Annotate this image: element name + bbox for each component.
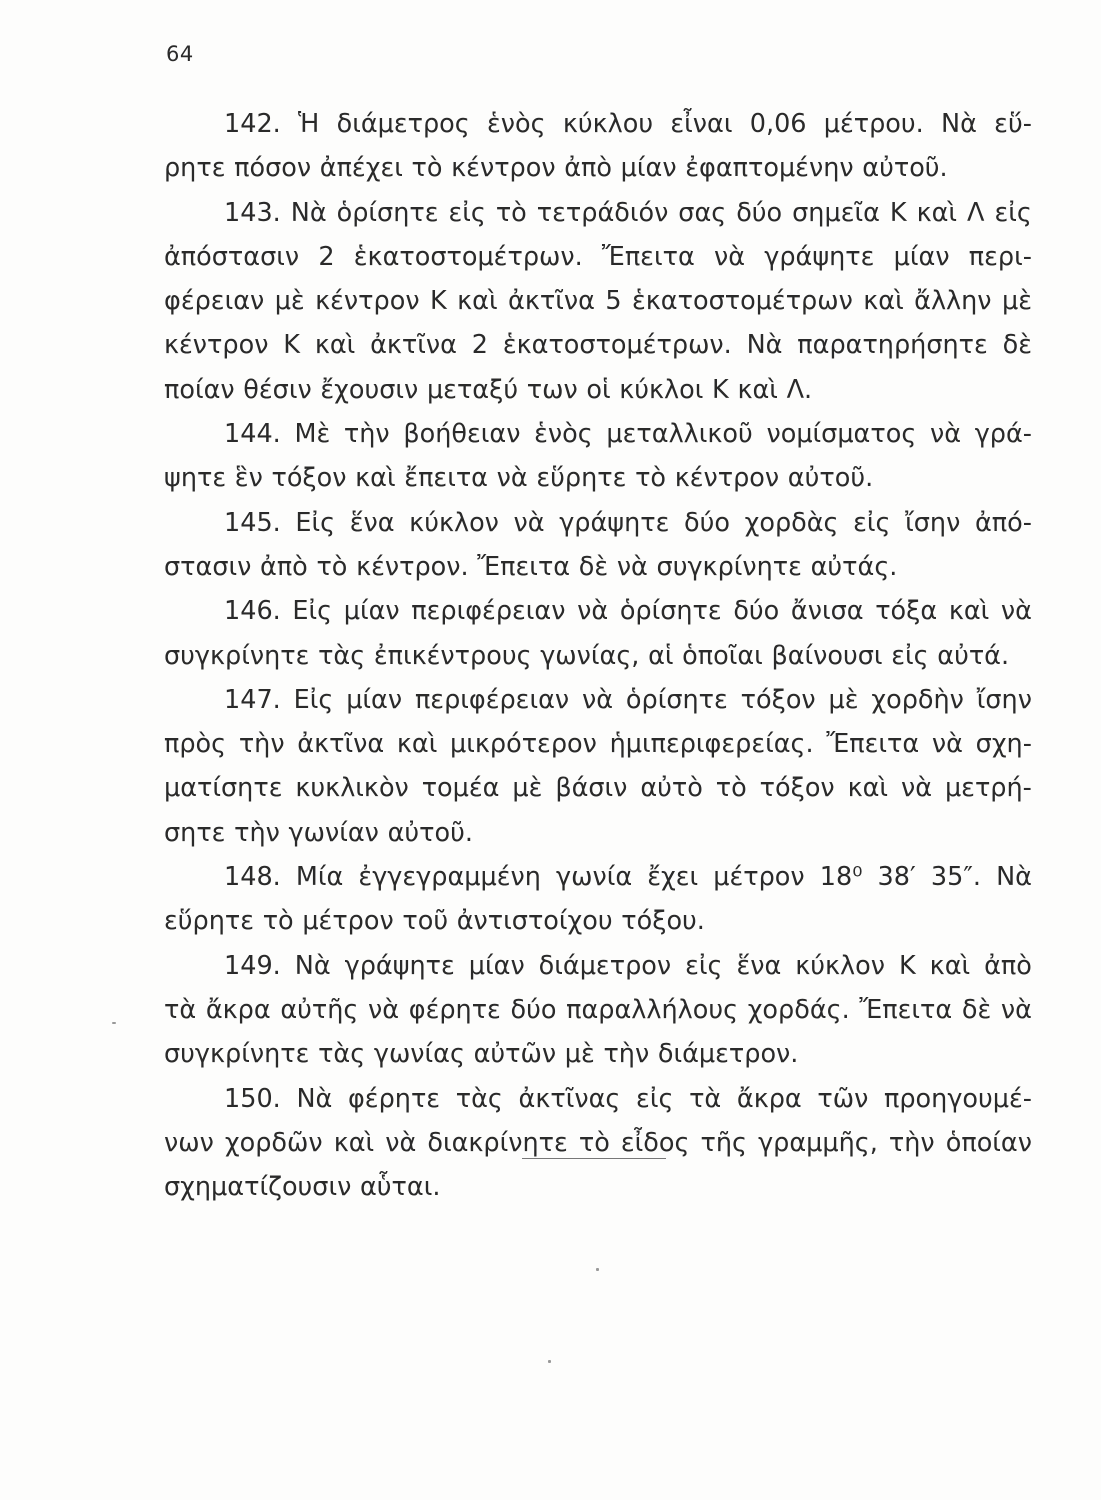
problem-line: 145. Εἰς ἕνα κύκλον νὰ γράψητε δύο χορδὰς εἰς ἴσην ἀπό- [164,501,1032,545]
problem-line: ἀπόστασιν 2 ἑκατοστομέτρων. Ἔπειτα νὰ γράψητε μίαν περι- [164,241,1032,272]
scan-speck [112,1022,116,1024]
problem-line: σχηματίζουσιν αὗται. [164,1172,441,1203]
problem-line: ματίσητε κυκλικὸν τομέα μὲ βάσιν αὐτὸ τὸ τόξον καὶ νὰ μετρή- [164,773,1032,804]
problem-line: 150. Νὰ φέρητε τὰς ἀκτῖνας εἰς τὰ ἄκρα τῶν προηγουμέ- [164,1077,1032,1121]
problem-line: εὕρητε τὸ μέτρον τοῦ ἀντιστοίχου τόξου. [164,906,705,937]
problem-line: κέντρον Κ καὶ ἀκτῖνα 2 ἑκατοστομέτρων. Νὰ παρατηρήσητε δὲ [164,330,1032,361]
problem-number: 143. [224,197,281,228]
problem-line: 147. Εἰς μίαν περιφέρειαν νὰ ὁρίσητε τόξον μὲ χορδὴν ἴσην [164,678,1032,722]
section-divider [522,1158,666,1159]
scan-speck [548,1360,551,1363]
problem-number: 149. [224,950,281,981]
problem-line: ψητε ἓν τόξον καὶ ἔπειτα νὰ εὕρητε τὸ κέντρον αὐτοῦ. [164,463,874,494]
problem-line: 148. Μία ἐγγεγραμμένη γωνία ἔχει μέτρον 18⁰ 38′ 35″. Νὰ [164,855,1032,899]
problem-142 [164,102,1032,191]
problem-line: συγκρίνητε τὰς ἐπικέντρους γωνίας, αἱ ὁποῖαι βαίνουσι εἰς αὐτά. [164,640,1010,671]
problem-149 [164,944,1032,1077]
problem-line: τὰ ἄκρα αὐτῆς νὰ φέρητε δύο παραλλήλους χορδάς. Ἔπειτα δὲ νὰ [164,994,1032,1025]
problem-number: 142. [224,109,281,139]
problem-line: 142. Ἡ διάμετρος ἑνὸς κύκλου εἶναι 0,06 μέτρου. Νὰ εὕ- [164,102,1032,146]
problem-number: 146. [224,596,281,627]
problem-number: 148. [224,862,281,893]
problem-number: 144. [224,419,281,450]
problem-line: 146. Εἰς μίαν περιφέρειαν νὰ ὁρίσητε δύο ἄνισα τόξα καὶ νὰ [164,589,1032,633]
problem-line: σητε τὴν γωνίαν αὐτοῦ. [164,817,473,848]
problem-number: 145. [224,507,281,538]
problem-list [164,102,1032,1209]
problem-line: 144. Μὲ τὴν βοήθειαν ἑνὸς μεταλλικοῦ νομίσματος νὰ γρά- [164,412,1032,456]
problem-line: ποίαν θέσιν ἔχουσιν μεταξύ των οἱ κύκλοι Κ καὶ Λ. [164,374,813,405]
problem-line: 149. Νὰ γράψητε μίαν διάμετρον εἰς ἕνα κύκλον Κ καὶ ἀπὸ [164,944,1032,988]
problem-145 [164,501,1032,590]
scan-speck [596,1268,599,1271]
problem-146 [164,589,1032,678]
problem-line: ρητε πόσον ἀπέχει τὸ κέντρον ἀπὸ μίαν ἐφαπτομένην αὐτοῦ. [164,153,948,184]
problem-line: νων χορδῶν καὶ νὰ διακρίνητε τὸ εἶδος τῆς γραμμῆς, τὴν ὁποίαν [164,1127,1032,1158]
problem-148 [164,855,1032,944]
problem-147 [164,678,1032,855]
problem-150 [164,1077,1032,1210]
problem-number: 147. [224,684,281,715]
page-number: 64 [166,42,194,66]
problem-line: πρὸς τὴν ἀκτῖνα καὶ μικρότερον ἡμιπεριφερείας. Ἔπειτα νὰ σχη- [164,729,1032,760]
problem-143 [164,191,1032,412]
problem-line: συγκρίνητε τὰς γωνίας αὐτῶν μὲ τὴν διάμετρον. [164,1039,799,1070]
problem-line: φέρειαν μὲ κέντρον Κ καὶ ἀκτῖνα 5 ἑκατοστομέτρων καὶ ἄλλην μὲ [164,286,1032,317]
problem-line: στασιν ἀπὸ τὸ κέντρον. Ἔπειτα δὲ νὰ συγκρίνητε αὐτάς. [164,551,898,582]
problem-line: 143. Νὰ ὁρίσητε εἰς τὸ τετράδιόν σας δύο σημεῖα Κ καὶ Λ εἰς [164,191,1032,235]
problem-144 [164,412,1032,501]
problem-number: 150. [224,1083,281,1114]
